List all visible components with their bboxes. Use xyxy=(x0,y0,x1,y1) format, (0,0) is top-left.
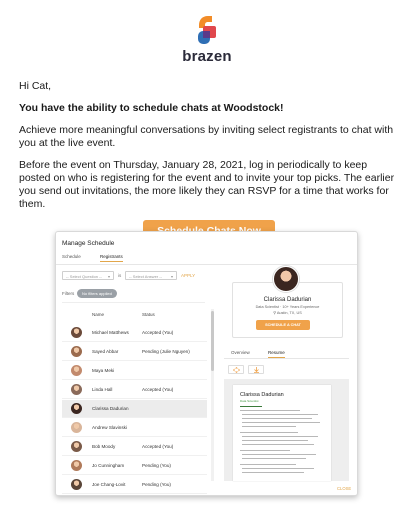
table-row[interactable] xyxy=(62,343,207,361)
question-select[interactable]: -- Select Question -- ▾ xyxy=(62,271,114,280)
brazen-logo xyxy=(0,14,414,65)
registrant-name: Michael Matthews xyxy=(92,330,129,335)
table-row[interactable] xyxy=(62,419,207,437)
answer-select[interactable]: -- Select Answer -- ▾ xyxy=(125,271,177,280)
resume-text-line xyxy=(242,440,308,441)
location-pin-icon: ⚲ xyxy=(273,311,277,315)
avatar xyxy=(71,346,82,357)
resume-text-line xyxy=(242,426,296,427)
registrant-name: Andrew Slavinski xyxy=(92,425,127,430)
move-arrows-icon xyxy=(233,367,240,373)
tab-resume[interactable]: Resume xyxy=(268,350,285,358)
registrant-status: Pending (Julie Nguyen) xyxy=(142,349,190,354)
chevron-down-icon: ▾ xyxy=(107,274,110,279)
resume-section-rule xyxy=(240,406,262,407)
profile-title: Data Scientist · 10+ Years Experience xyxy=(255,305,320,309)
table-row[interactable] xyxy=(62,362,207,380)
download-icon xyxy=(253,367,260,373)
resume-text-line xyxy=(240,432,298,433)
registrant-status: Accepted (You) xyxy=(142,330,174,335)
registrant-name: Joe Chang-Lovit xyxy=(92,482,126,487)
is-label: is xyxy=(118,273,122,278)
avatar xyxy=(71,479,82,490)
column-status[interactable]: Status xyxy=(142,312,155,317)
panel-title: Manage Schedule xyxy=(62,240,115,247)
registrant-name: Linda Hall xyxy=(92,387,113,392)
resume-text-line xyxy=(242,422,320,423)
resume-name: Clarissa Dadurian xyxy=(240,392,284,398)
resume-text-line xyxy=(242,468,314,469)
brazen-logo-icon xyxy=(192,14,222,46)
avatar xyxy=(273,266,299,292)
tab-overview[interactable]: Overview xyxy=(231,350,250,355)
close-button[interactable]: CLOSE xyxy=(337,486,352,491)
resume-text-line xyxy=(242,472,304,473)
resume-text-line xyxy=(242,454,316,455)
download-resume-button[interactable] xyxy=(248,365,264,374)
resume-text-line xyxy=(240,410,300,411)
registrant-status: Pending (You) xyxy=(142,463,171,468)
tab-schedule[interactable]: Schedule xyxy=(62,254,81,259)
registrant-status: Accepted (You) xyxy=(142,444,174,449)
registrant-name: Clarissa Dadurian xyxy=(92,406,129,411)
tab-registrants[interactable]: Registrants xyxy=(100,254,123,262)
column-name[interactable]: Name xyxy=(92,312,105,317)
resume-document xyxy=(233,385,331,481)
avatar xyxy=(71,384,82,395)
filter-chip: No filters applied xyxy=(77,289,117,298)
avatar xyxy=(71,327,82,338)
registrant-name: Jo Cunningham xyxy=(92,463,125,468)
avatar xyxy=(71,365,82,376)
resume-subtitle: Data Scientist xyxy=(240,399,259,403)
schedule-a-chat-button[interactable]: SCHEDULE A CHAT xyxy=(256,320,310,330)
table-row[interactable] xyxy=(62,400,207,418)
registrant-status: Pending (You) xyxy=(142,482,171,487)
tab-divider xyxy=(56,264,358,265)
headline: You have the ability to schedule chats at Woodstock! xyxy=(19,102,284,114)
registrant-status: Accepted (You) xyxy=(142,387,174,392)
registrant-name: Maya Meki xyxy=(92,368,115,373)
resume-text-line xyxy=(242,414,318,415)
scrollbar-thumb[interactable] xyxy=(211,311,214,371)
manage-schedule-screenshot xyxy=(55,231,358,496)
intro-paragraph: Achieve more meaningful conversations by inviting select registrants to chat with you at the live event. xyxy=(19,124,394,149)
resume-text-line xyxy=(240,450,290,451)
filters-label: Filters xyxy=(62,291,75,296)
table-row[interactable] xyxy=(62,381,207,399)
resume-text-line xyxy=(242,444,314,445)
table-row[interactable] xyxy=(62,438,207,456)
avatar xyxy=(71,422,82,433)
details-paragraph: Before the event on Thursday, January 28, 2021, log in periodically to keep posted on who is registering for the event and to invite your top picks. The earlier you send out invitations, the more likely they can RSVP for a time that works for them. xyxy=(19,159,395,210)
divider xyxy=(62,302,205,303)
table-row[interactable] xyxy=(62,476,207,494)
chevron-down-icon: ▾ xyxy=(170,274,173,279)
avatar xyxy=(71,403,82,414)
tab-divider xyxy=(224,358,349,359)
brazen-wordmark: brazen xyxy=(182,48,232,65)
profile-name: Clarissa Dadurian xyxy=(263,297,312,303)
resume-text-line xyxy=(242,436,318,437)
avatar xyxy=(71,460,82,471)
registrant-name: Bob Moody xyxy=(92,444,116,449)
table-row[interactable] xyxy=(62,324,207,342)
registrant-name: Sayed Abbar xyxy=(92,349,119,354)
profile-location: ⚲ Austin, TX, US xyxy=(273,311,302,315)
avatar xyxy=(71,441,82,452)
resume-text-line xyxy=(240,464,296,465)
apply-button[interactable]: APPLY xyxy=(181,273,196,278)
expand-resume-button[interactable] xyxy=(228,365,244,374)
resume-text-line xyxy=(242,418,312,419)
table-row[interactable] xyxy=(62,457,207,475)
resume-text-line xyxy=(242,458,306,459)
greeting: Hi Cat, xyxy=(19,80,52,92)
